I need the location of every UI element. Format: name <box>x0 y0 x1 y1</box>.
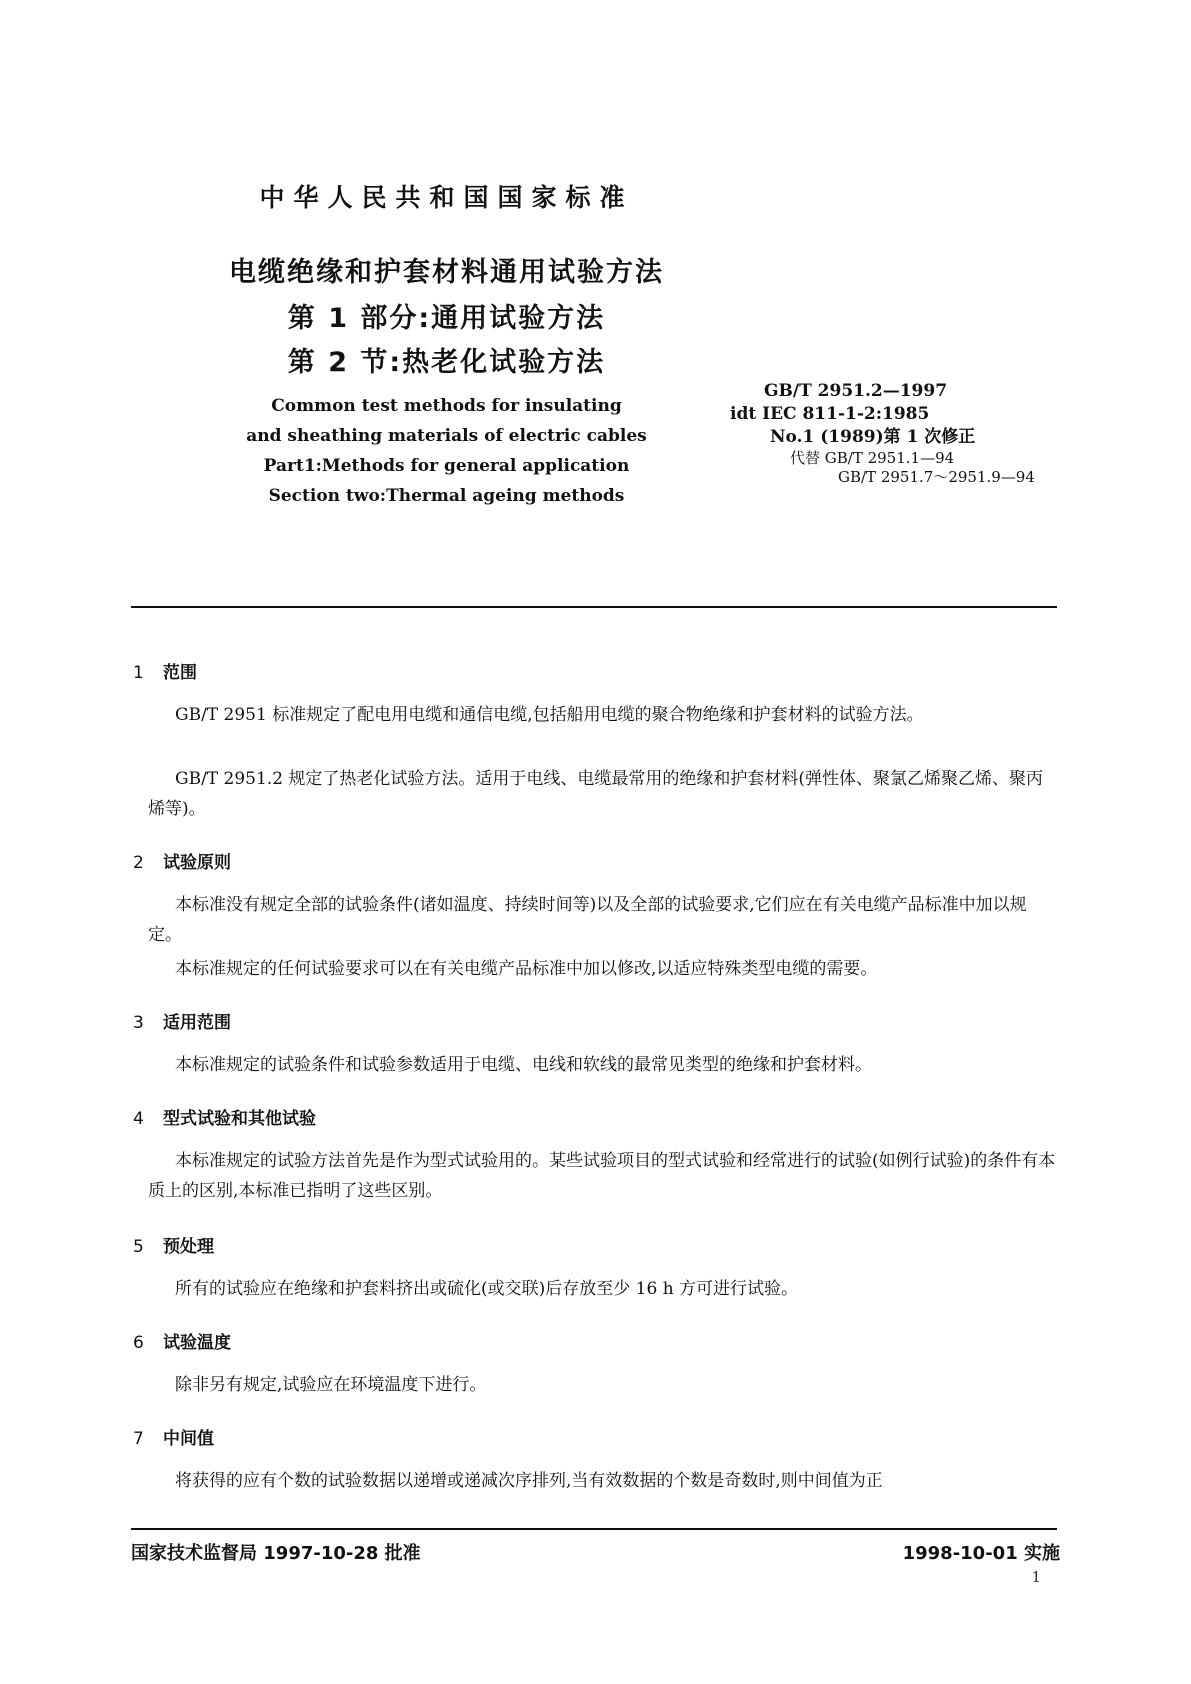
implementation-date: 1998-10-01 实施 <box>902 1543 1060 1564</box>
section-7-heading <box>133 1424 214 1449</box>
section-5-heading <box>133 1232 214 1257</box>
section-2-paragraph-2: 本标准规定的任何试验要求可以在有关电缆产品标准中加以修改,以适应特殊类型电缆的需要。 <box>175 959 878 979</box>
section-title: 试验温度 <box>163 1333 231 1353</box>
section-2-paragraph-1: 本标准没有规定全部的试验条件(诸如温度、持续时间等)以及全部的试验要求,它们应在有关电缆产品标准中加以规定。 <box>148 895 1027 945</box>
section-title: 适用范围 <box>163 1013 231 1033</box>
section-7-paragraph-1: 将获得的应有个数的试验数据以递增或递减次序排列,当有效数据的个数是奇数时,则中间值为正 <box>175 1471 883 1491</box>
title-en-line2: and sheathing materials of electric cables <box>246 426 647 446</box>
section-title: 试验原则 <box>163 853 231 873</box>
approval-date: 国家技术监督局 1997-10-28 批准 <box>131 1543 421 1564</box>
footer-divider <box>131 1528 1057 1530</box>
title-en-line1: Common test methods for insulating <box>271 396 622 416</box>
section-1-heading <box>133 658 197 683</box>
standard-info <box>730 380 1035 487</box>
section-number: 5 <box>133 1237 144 1257</box>
section-5-paragraph-1: 所有的试验应在绝缘和护套料挤出或硫化(或交联)后存放至少 16 h 方可进行试验。 <box>175 1279 799 1299</box>
section-number: 3 <box>133 1013 144 1033</box>
section-6-heading <box>133 1328 231 1353</box>
section-number: 4 <box>133 1109 144 1129</box>
standard-idt: idt IEC 811-1-2:1985 <box>730 404 930 424</box>
section-number: 6 <box>133 1333 144 1353</box>
standard-replaces-2: GB/T 2951.7～2951.9—94 <box>838 468 1035 486</box>
national-standard-header: 中华人民共和国国家标准 <box>259 183 634 212</box>
standard-replaces-1: 代替 GB/T 2951.1—94 <box>790 449 955 467</box>
standard-code: GB/T 2951.2—1997 <box>764 381 948 401</box>
section-title: 预处理 <box>163 1237 214 1257</box>
section-4-paragraph-1: 本标准规定的试验方法首先是作为型式试验用的。某些试验项目的型式试验和经常进行的试验(如例行试验)的条件有本质上的区别,本标准已指明了这些区别。 <box>148 1151 1056 1201</box>
section-4-heading <box>133 1104 316 1129</box>
title-zh-line3: 第 2 节:热老化试验方法 <box>287 347 606 378</box>
section-number: 2 <box>133 853 144 873</box>
section-title: 型式试验和其他试验 <box>163 1109 316 1129</box>
section-6-paragraph-1: 除非另有规定,试验应在环境温度下进行。 <box>175 1375 487 1395</box>
section-3-heading <box>133 1008 231 1033</box>
standard-amendment: No.1 (1989)第 1 次修正 <box>770 427 976 447</box>
header-divider <box>131 606 1057 608</box>
title-zh-line1: 电缆绝缘和护套材料通用试验方法 <box>229 257 664 288</box>
section-number: 1 <box>133 663 144 683</box>
section-1-paragraph-2: GB/T 2951.2 规定了热老化试验方法。适用于电线、电缆最常用的绝缘和护套材料(弹性体、聚氯乙烯聚乙烯、聚丙烯等)。 <box>148 769 1044 819</box>
section-title: 中间值 <box>163 1429 214 1449</box>
title-en-line3: Part1:Methods for general application <box>263 456 630 476</box>
section-number: 7 <box>133 1429 144 1449</box>
section-1-paragraph-1: GB/T 2951 标准规定了配电用电缆和通信电缆,包括船用电缆的聚合物绝缘和护套材料的试验方法。 <box>175 705 924 725</box>
section-2-heading <box>133 848 231 873</box>
section-title: 范围 <box>163 663 197 683</box>
title-zh-line2: 第 1 部分:通用试验方法 <box>287 303 606 334</box>
title-en-line4: Section two:Thermal ageing methods <box>268 486 625 506</box>
section-3-paragraph-1: 本标准规定的试验条件和试验参数适用于电缆、电线和软线的最常见类型的绝缘和护套材料。 <box>175 1055 872 1075</box>
page-number: 1 <box>1031 1568 1041 1586</box>
